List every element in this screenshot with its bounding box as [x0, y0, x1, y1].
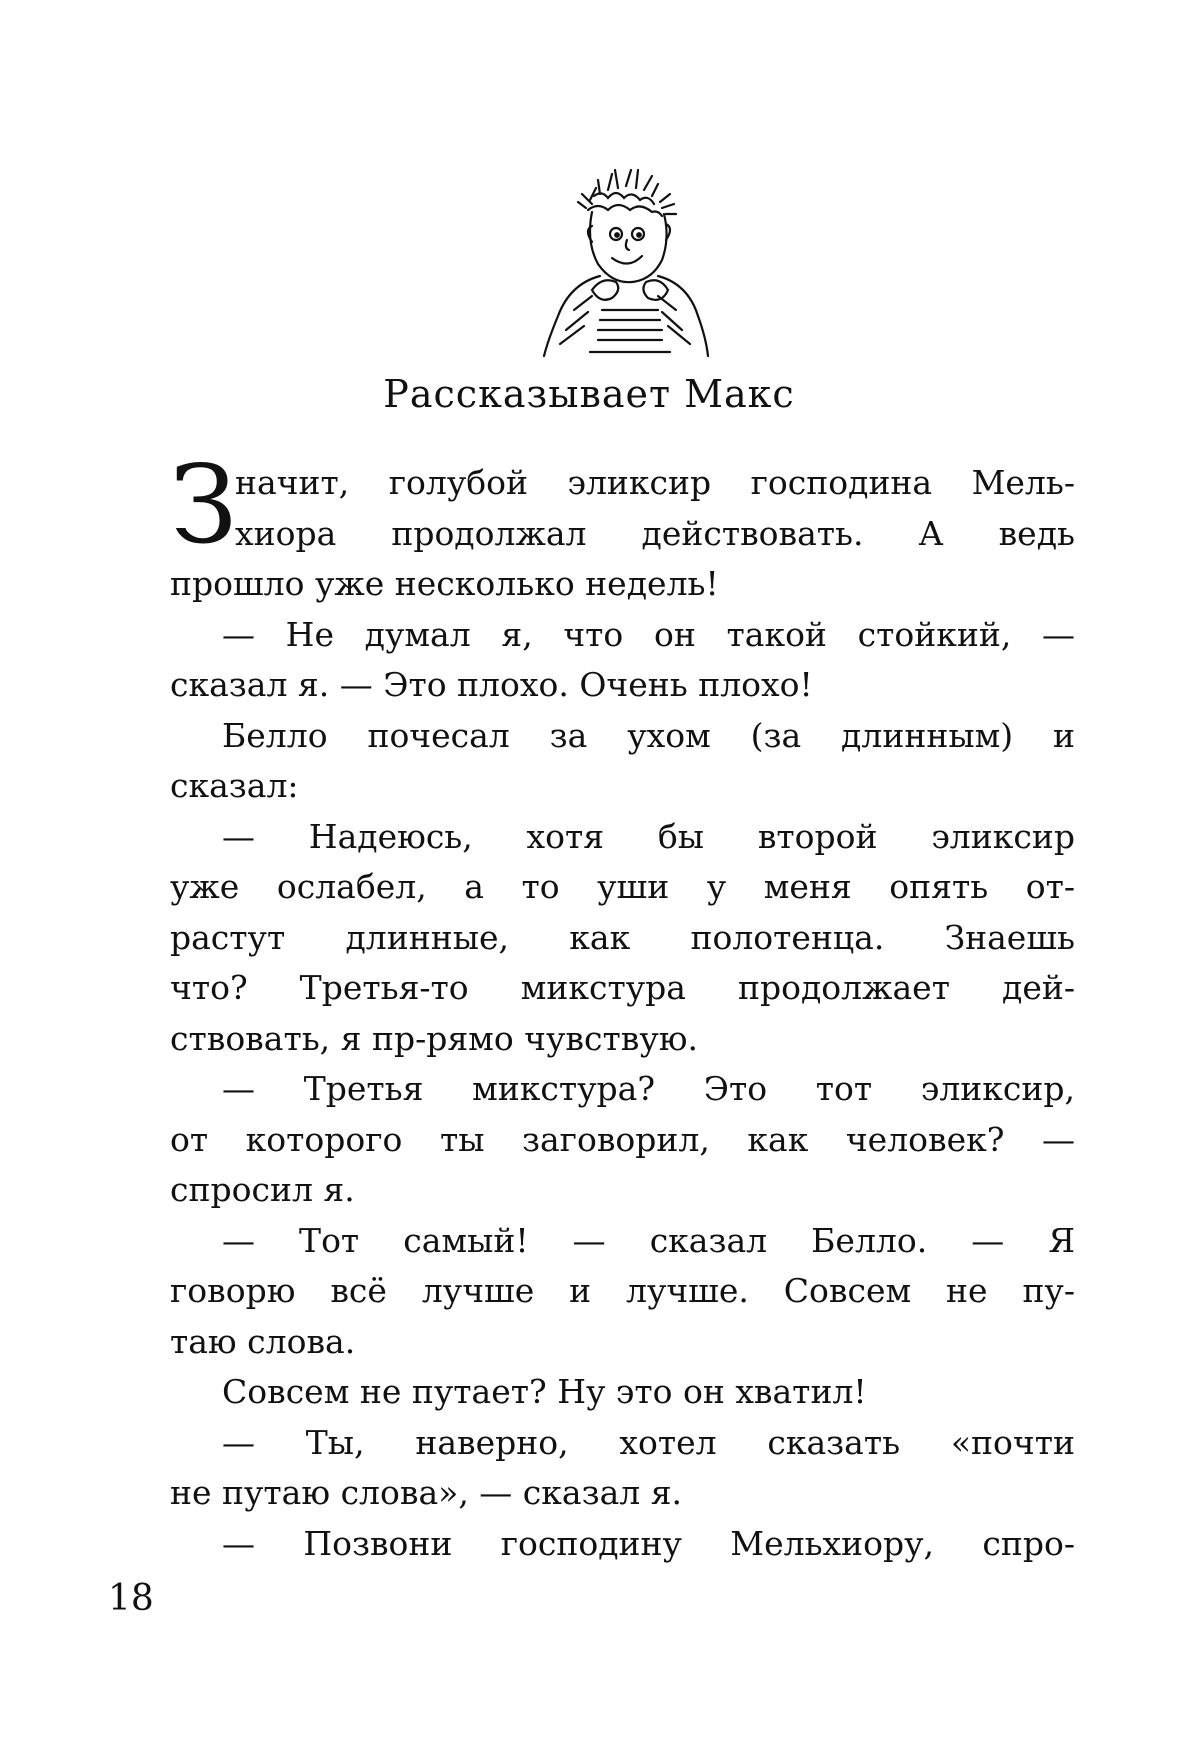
- text-line: говорю всё лучше и лучше. Совсем не пу-: [170, 1271, 1075, 1310]
- text-line: сказал я. — Это плохо. Очень плохо!: [170, 665, 813, 704]
- text-line: сказал:: [170, 766, 299, 805]
- text-line: — Надеюсь, хотя бы второй эликсир: [222, 816, 1075, 856]
- text-line: — Позвони господину Мельхиору, спро-: [222, 1523, 1075, 1563]
- text-line: ствовать, я пр-рямо чувствую.: [170, 1018, 698, 1058]
- text-line: таю слова.: [170, 1321, 356, 1361]
- text-line: — Третья микстура? Это тот эликсир,: [222, 1069, 1075, 1108]
- text-line: хиора продолжал действовать. А ведь: [235, 513, 1075, 553]
- text-line: что? Третья-то микстура продолжает дей-: [170, 968, 1075, 1007]
- text-line: — Тот самый! — сказал Белло. — Я: [222, 1220, 1075, 1260]
- text-line: уже ослабел, а то уши у меня опять от-: [170, 867, 1075, 906]
- text-line: прошло уже несколько недель!: [170, 564, 719, 603]
- text-line: начит, голубой эликсир господина Мель-: [235, 463, 1075, 502]
- text-line: от которого ты заговорил, как человек? —: [170, 1119, 1075, 1159]
- text-line: — Ты, наверно, хотел сказать «почти: [222, 1422, 1075, 1462]
- drop-cap: З: [170, 443, 238, 568]
- text-line: Совсем не путает? Ну это он хватил!: [222, 1372, 867, 1411]
- page-number: 18: [108, 1578, 154, 1619]
- text-line: не путаю слова», — сказал я.: [170, 1473, 683, 1512]
- chapter-title: Рассказывает Макс: [383, 372, 795, 416]
- text-line: — Не думал я, что он такой стойкий, —: [222, 614, 1075, 654]
- boy-portrait-icon: [530, 160, 720, 360]
- body-text: [170, 458, 1075, 1569]
- text-line: Белло почесал за ухом (за длинным) и: [222, 715, 1075, 755]
- text-line: растут длинные, как полотенца. Знаешь: [170, 917, 1075, 957]
- text-line: спросил я.: [170, 1170, 355, 1209]
